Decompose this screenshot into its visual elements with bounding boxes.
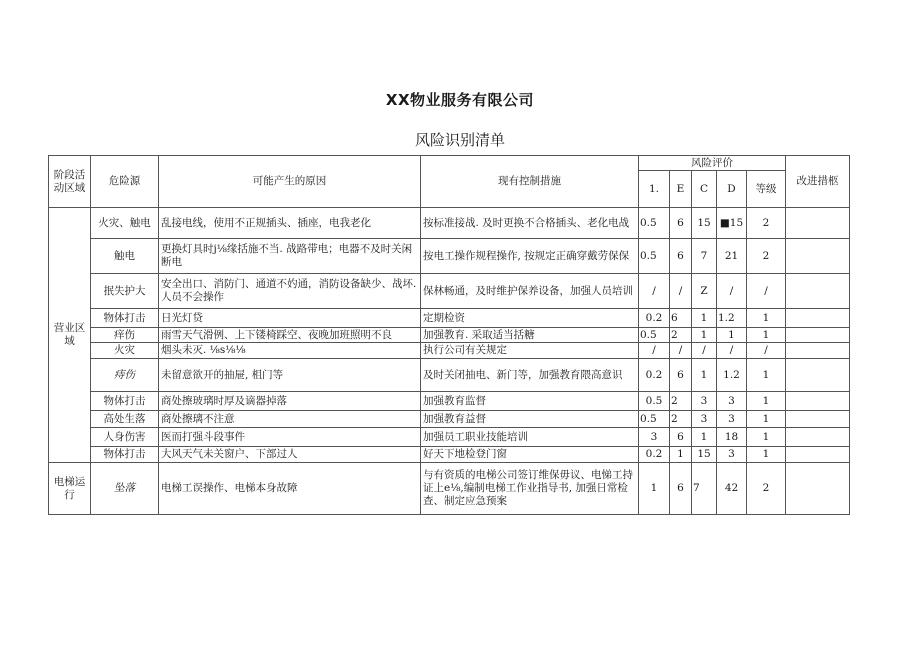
L-cell: 0.5 bbox=[639, 239, 670, 274]
E-cell: 6 bbox=[670, 208, 692, 239]
header-C: C bbox=[692, 171, 717, 208]
L-cell: / bbox=[639, 343, 670, 359]
cause-cell: 烟头未灭. ⅛s⅛⅛ bbox=[159, 343, 421, 359]
improve-cell bbox=[786, 411, 850, 428]
L-cell: 0.5 bbox=[639, 328, 670, 343]
C-cell: 7 bbox=[692, 463, 717, 515]
level-cell: 1 bbox=[747, 359, 786, 392]
hazard-cell: 痒伤 bbox=[91, 328, 159, 343]
C-cell: / bbox=[692, 343, 717, 359]
control-cell: 好天下地检登门窗 bbox=[421, 447, 639, 463]
level-cell: 2 bbox=[747, 463, 786, 515]
hazard-cell: 痔伤 bbox=[91, 359, 159, 392]
C-cell: Z bbox=[692, 274, 717, 309]
L-cell: 0.5 bbox=[639, 392, 670, 411]
improve-cell bbox=[786, 309, 850, 328]
L-cell: 0.2 bbox=[639, 309, 670, 328]
hazard-cell: 坠落 bbox=[91, 463, 159, 515]
E-cell: 2 bbox=[670, 411, 692, 428]
D-cell: ■15 bbox=[717, 208, 747, 239]
cause-cell: 医而打强斗段事件 bbox=[159, 428, 421, 447]
control-cell: 按电工操作规程操作, 按规定正确穿戴劳保保 bbox=[421, 239, 639, 274]
table-row bbox=[49, 239, 850, 274]
level-cell: / bbox=[747, 274, 786, 309]
control-cell: 执行公司有关规定 bbox=[421, 343, 639, 359]
L-cell: 3 bbox=[639, 428, 670, 447]
cause-cell: 未留意欲开的抽屉, 柤门等 bbox=[159, 359, 421, 392]
hazard-cell: 火灾、触电 bbox=[91, 208, 159, 239]
improve-cell bbox=[786, 343, 850, 359]
D-cell: 3 bbox=[717, 392, 747, 411]
C-cell: 1 bbox=[692, 309, 717, 328]
stage-business: 营业区域 bbox=[49, 208, 91, 463]
D-cell: / bbox=[717, 343, 747, 359]
control-cell: 与有资质的电梯公司签订维保毋议、电悌工持证上e⅛,编制电梯工作业指导书, 加强日常检查、制定应急预案 bbox=[421, 463, 639, 515]
hazard-cell: 高处生落 bbox=[91, 411, 159, 428]
C-cell: 3 bbox=[692, 392, 717, 411]
table-row bbox=[49, 208, 850, 239]
D-cell: / bbox=[717, 274, 747, 309]
D-cell: 18 bbox=[717, 428, 747, 447]
cause-cell: 商处擦玻璃时厚及谪器掉落 bbox=[159, 392, 421, 411]
hazard-cell: 物体打击 bbox=[91, 392, 159, 411]
control-cell: 加强教育. 采取适当括糖 bbox=[421, 328, 639, 343]
C-cell: 1 bbox=[692, 359, 717, 392]
hazard-cell: 物体打击 bbox=[91, 309, 159, 328]
company-name: XX物业服务有限公司 bbox=[385, 91, 535, 109]
table-row bbox=[49, 463, 850, 515]
D-cell: 1 bbox=[717, 328, 747, 343]
improve-cell bbox=[786, 328, 850, 343]
stage-elevator: 电梯运行 bbox=[49, 463, 91, 515]
hazard-cell: 火灾 bbox=[91, 343, 159, 359]
table-row bbox=[49, 343, 850, 359]
level-cell: 1 bbox=[747, 428, 786, 447]
hazard-cell: 抿失护大 bbox=[91, 274, 159, 309]
E-cell: 6 bbox=[670, 359, 692, 392]
D-cell: 3 bbox=[717, 411, 747, 428]
L-cell: 0.2 bbox=[639, 359, 670, 392]
level-cell: 1 bbox=[747, 411, 786, 428]
E-cell: 6 bbox=[670, 428, 692, 447]
header-row-1 bbox=[49, 156, 850, 171]
L-cell: / bbox=[639, 274, 670, 309]
cause-cell: 安全出口、消防门、通道不妁通，消防设备缺少、战坏. 人员不会操作 bbox=[159, 274, 421, 309]
header-cause: 可能产生的原因 bbox=[159, 156, 421, 208]
control-cell: 加强教育监督 bbox=[421, 392, 639, 411]
level-cell: 1 bbox=[747, 447, 786, 463]
control-cell: 按标准接战. 及时更换不合格插头、老化电战 bbox=[421, 208, 639, 239]
improve-cell bbox=[786, 239, 850, 274]
D-cell: 1.2 bbox=[717, 359, 747, 392]
improve-cell bbox=[786, 463, 850, 515]
level-cell: 2 bbox=[747, 208, 786, 239]
level-cell: / bbox=[747, 343, 786, 359]
D-cell: 21 bbox=[717, 239, 747, 274]
hazard-cell: 物体打击 bbox=[91, 447, 159, 463]
D-cell: 3 bbox=[717, 447, 747, 463]
cause-cell: 电梯工误操作、电梯本身故障 bbox=[159, 463, 421, 515]
control-cell: 定期检资 bbox=[421, 309, 639, 328]
E-cell: 2 bbox=[670, 392, 692, 411]
L-cell: 0.5 bbox=[639, 208, 670, 239]
control-cell: 加强教育益督 bbox=[421, 411, 639, 428]
improve-cell bbox=[786, 359, 850, 392]
document-title: 风险识别清单 bbox=[414, 131, 505, 149]
E-cell: 6 bbox=[670, 239, 692, 274]
table-row bbox=[49, 309, 850, 328]
control-cell: 及时关闭抽电、新门等，加强教育隈高意识 bbox=[421, 359, 639, 392]
E-cell: / bbox=[670, 274, 692, 309]
header-L: 1. bbox=[639, 171, 670, 208]
C-cell: 1 bbox=[692, 328, 717, 343]
table-row bbox=[49, 447, 850, 463]
D-cell: 42 bbox=[717, 463, 747, 515]
header-improve: 改进措柩 bbox=[786, 156, 850, 208]
header-E: E bbox=[670, 171, 692, 208]
L-cell: 0.2 bbox=[639, 447, 670, 463]
table-row bbox=[49, 328, 850, 343]
table-row bbox=[49, 392, 850, 411]
C-cell: 7 bbox=[692, 239, 717, 274]
control-cell: 保林畅通，及时维护保养设备，加强人员培训 bbox=[421, 274, 639, 309]
D-cell: 1.2 bbox=[717, 309, 747, 328]
table-row bbox=[49, 428, 850, 447]
C-cell: 15 bbox=[692, 447, 717, 463]
level-cell: 1 bbox=[747, 328, 786, 343]
improve-cell bbox=[786, 392, 850, 411]
cause-cell: 日光灯贷 bbox=[159, 309, 421, 328]
L-cell: 1 bbox=[639, 463, 670, 515]
control-cell: 加强员工职业技能培训 bbox=[421, 428, 639, 447]
improve-cell bbox=[786, 428, 850, 447]
E-cell: 2 bbox=[670, 328, 692, 343]
header-control: 现有控制措施 bbox=[421, 156, 639, 208]
cause-cell: 商处擦璃不注意 bbox=[159, 411, 421, 428]
table-row bbox=[49, 274, 850, 309]
C-cell: 3 bbox=[692, 411, 717, 428]
level-cell: 2 bbox=[747, 239, 786, 274]
cause-cell: 大风天气未关窗户、下部过人 bbox=[159, 447, 421, 463]
hazard-cell: 触电 bbox=[91, 239, 159, 274]
header-level: 等级 bbox=[747, 171, 786, 208]
table-row bbox=[49, 359, 850, 392]
level-cell: 1 bbox=[747, 309, 786, 328]
header-hazard: 危险源 bbox=[91, 156, 159, 208]
C-cell: 15 bbox=[692, 208, 717, 239]
cause-cell: 雨雪天气滑例、上下镂椅踩空、夜晚加班照明不良 bbox=[159, 328, 421, 343]
L-cell: 0.5 bbox=[639, 411, 670, 428]
cause-cell: 乱接电线，使用不正规插头、插座，电我老化 bbox=[159, 208, 421, 239]
E-cell: 1 bbox=[670, 447, 692, 463]
cause-cell: 更换灯具时j⅛缘括施不当. 战路带电；电器不及时关闲断电 bbox=[159, 239, 421, 274]
header-stage: 阶段活动区域 bbox=[49, 156, 91, 208]
E-cell: 6 bbox=[670, 309, 692, 328]
header-risk-eval: 风险评价 bbox=[639, 156, 786, 171]
improve-cell bbox=[786, 208, 850, 239]
hazard-cell: 人身伤害 bbox=[91, 428, 159, 447]
level-cell: 1 bbox=[747, 392, 786, 411]
improve-cell bbox=[786, 274, 850, 309]
improve-cell bbox=[786, 447, 850, 463]
C-cell: 1 bbox=[692, 428, 717, 447]
E-cell: 6 bbox=[670, 463, 692, 515]
E-cell: / bbox=[670, 343, 692, 359]
header-D: D bbox=[717, 171, 747, 208]
risk-table bbox=[48, 155, 850, 515]
table-row bbox=[49, 411, 850, 428]
